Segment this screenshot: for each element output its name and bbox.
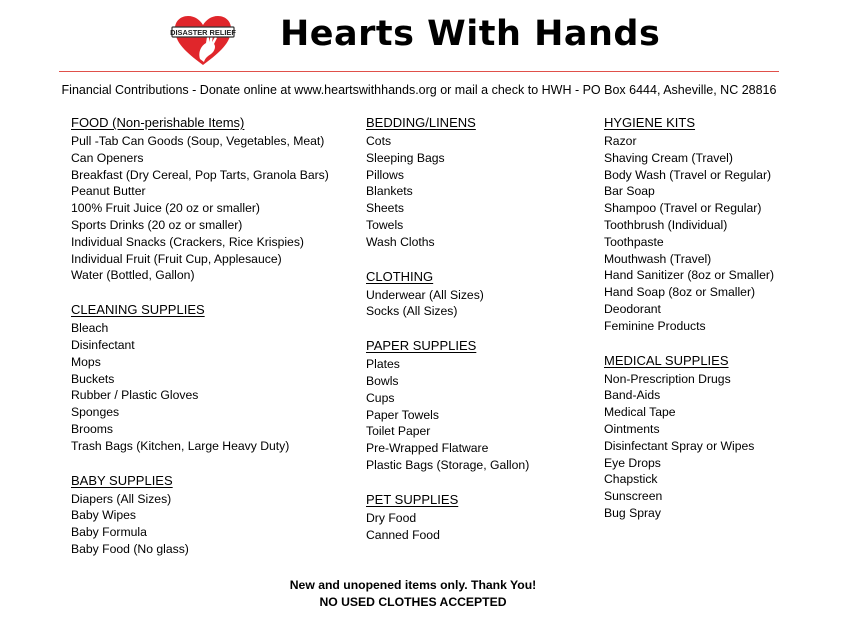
donation-item: Pull -Tab Can Goods (Soup, Vegetables, Meat) — [71, 134, 325, 148]
donation-item: Sports Drinks (20 oz or smaller) — [71, 217, 243, 232]
donation-item: Hand Soap (8oz or Smaller) — [604, 285, 756, 300]
donation-item: Bar Soap — [604, 184, 655, 199]
donation-item: Mouthwash (Travel) — [604, 251, 712, 266]
donation-item: Feminine Products — [604, 318, 706, 333]
donation-item: Ointments — [604, 421, 660, 436]
donation-item: Cups — [366, 390, 395, 405]
donation-column-1 — [71, 115, 329, 576]
donation-section — [71, 115, 329, 284]
donation-section — [604, 353, 774, 522]
donation-item: Buckets — [71, 371, 115, 386]
donation-item: Breakfast (Dry Cereal, Pop Tarts, Granola Bars) — [71, 167, 329, 182]
section-heading: CLOTHING — [366, 268, 434, 284]
donation-item: Chapstick — [604, 472, 658, 487]
donation-item: Socks (All Sizes) — [366, 304, 458, 319]
donation-item: Canned Food — [366, 527, 440, 542]
financial-contributions-text: Financial Contributions - Donate online at www.heartswithhands.org or mail a check to HWH - PO Box 6444, Asheville, NC 28816 — [61, 83, 777, 97]
donation-item: Paper Towels — [366, 407, 439, 422]
section-heading: CLEANING SUPPLIES — [71, 302, 205, 318]
donation-section — [366, 492, 529, 544]
footer-notice — [0, 577, 826, 610]
donation-item: Rubber / Plastic Gloves — [71, 388, 199, 403]
donation-item: Body Wash (Travel or Regular) — [604, 167, 772, 182]
section-heading: FOOD (Non-perishable Items) — [71, 115, 245, 130]
donation-item: Pre-Wrapped Flatware — [366, 441, 489, 456]
donation-item: Sleeping Bags — [366, 150, 445, 165]
donation-item: Razor — [604, 134, 637, 148]
donation-item: Bug Spray — [604, 505, 661, 520]
donation-item: Toothpaste — [604, 234, 664, 249]
donation-item: Baby Formula — [71, 525, 147, 540]
svg-text:DISASTER RELIEF: DISASTER RELIEF — [170, 28, 236, 37]
donation-item: Toothbrush (Individual) — [604, 217, 728, 232]
donation-item: Wash Cloths — [366, 234, 435, 249]
donation-item: Sponges — [71, 405, 120, 420]
disaster-relief-heart-logo — [170, 12, 236, 66]
donation-item: Water (Bottled, Gallon) — [71, 268, 195, 283]
donation-section — [604, 115, 774, 335]
donation-item: Deodorant — [604, 301, 661, 316]
donation-item: Hand Sanitizer (8oz or Smaller) — [604, 268, 775, 283]
footer-line-new-items: New and unopened items only. Thank You! — [289, 578, 537, 592]
donation-item: Bleach — [71, 321, 109, 336]
donation-item: Plates — [366, 357, 400, 372]
donation-item: Shaving Cream (Travel) — [604, 150, 733, 165]
donation-item: Trash Bags (Kitchen, Large Heavy Duty) — [71, 438, 290, 453]
footer-line-no-used-clothes: NO USED CLOTHES ACCEPTED — [319, 594, 507, 609]
donation-item: Toilet Paper — [366, 424, 431, 439]
donation-section — [366, 269, 529, 321]
donation-item: Eye Drops — [604, 455, 661, 470]
donation-item: Medical Tape — [604, 405, 676, 420]
page-title: Hearts With Hands — [280, 14, 661, 54]
donation-item: 100% Fruit Juice (20 oz or smaller) — [71, 201, 260, 216]
donation-item: Sheets — [366, 201, 404, 216]
donation-item: Brooms — [71, 421, 113, 436]
section-heading: PAPER SUPPLIES — [366, 338, 477, 354]
section-heading: MEDICAL SUPPLIES — [604, 352, 729, 368]
donation-item: Pillows — [366, 167, 404, 182]
donation-item: Can Openers — [71, 150, 144, 165]
donation-item: Underwear (All Sizes) — [366, 287, 484, 302]
section-heading: PET SUPPLIES — [366, 491, 459, 507]
donation-item: Diapers (All Sizes) — [71, 491, 172, 506]
donation-item: Disinfectant — [71, 337, 135, 352]
donation-item: Blankets — [366, 184, 413, 199]
donation-item: Sunscreen — [604, 489, 663, 504]
donation-item: Individual Fruit (Fruit Cup, Applesauce) — [71, 251, 282, 266]
section-heading: HYGIENE KITS — [604, 115, 696, 130]
donation-section — [366, 115, 529, 251]
donation-section — [71, 473, 329, 558]
donation-item: Plastic Bags (Storage, Gallon) — [366, 457, 530, 472]
donation-item: Band-Aids — [604, 388, 661, 403]
donation-item: Cots — [366, 134, 392, 148]
donation-section — [71, 302, 329, 454]
header-divider — [59, 71, 779, 72]
donation-item: Dry Food — [366, 510, 417, 525]
section-heading: BEDDING/LINENS — [366, 115, 476, 130]
donation-item: Non-Prescription Drugs — [604, 371, 731, 386]
donation-item: Shampoo (Travel or Regular) — [604, 201, 762, 216]
donation-item: Bowls — [366, 373, 399, 388]
donation-item: Towels — [366, 217, 404, 232]
donation-section — [366, 338, 529, 474]
donation-column-3 — [604, 115, 774, 540]
donation-item: Individual Snacks (Crackers, Rice Krispies) — [71, 234, 304, 249]
section-heading: BABY SUPPLIES — [71, 472, 173, 488]
donation-item: Mops — [71, 354, 101, 369]
donation-column-2 — [366, 115, 529, 561]
donation-item: Baby Wipes — [71, 508, 137, 523]
donation-item: Disinfectant Spray or Wipes — [604, 438, 755, 453]
donation-item: Peanut Butter — [71, 184, 146, 199]
donation-item: Baby Food (No glass) — [71, 541, 189, 556]
